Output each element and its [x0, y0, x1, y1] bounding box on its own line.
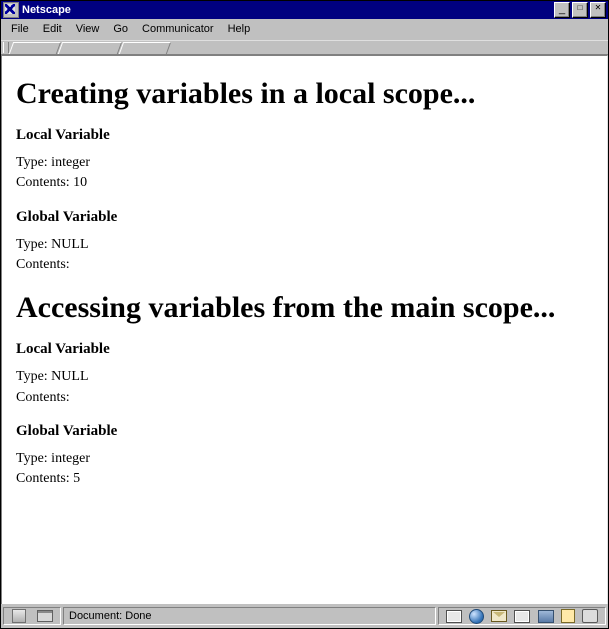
- page-content: [1, 55, 608, 604]
- window-title: Netscape: [22, 4, 71, 16]
- maximize-icon: □: [577, 3, 583, 12]
- menu-item-view[interactable]: View: [75, 23, 100, 35]
- status-bar: [1, 604, 608, 628]
- minimize-button[interactable]: [554, 2, 570, 18]
- close-icon: ✕: [594, 3, 602, 12]
- menu-bar: [1, 19, 608, 40]
- title-bar[interactable]: [1, 1, 608, 19]
- location-toolbar-tab[interactable]: [58, 42, 122, 54]
- menu-item-file[interactable]: File: [11, 23, 29, 35]
- maximize-button[interactable]: [572, 2, 588, 18]
- local-type-2: Type: NULL: [16, 369, 89, 385]
- local-contents-2: Contents:: [16, 389, 70, 405]
- menu-item-communicator[interactable]: Communicator: [142, 23, 214, 35]
- subheading-local-variable-2: Local Variable: [16, 341, 110, 358]
- menu-item-edit[interactable]: Edit: [42, 23, 62, 35]
- window-controls: [554, 2, 606, 18]
- global-contents-2: Contents: 5: [16, 471, 81, 487]
- minimize-icon: _: [558, 3, 566, 15]
- personal-toolbar-tab[interactable]: [119, 42, 171, 54]
- section-global-variable-2: [16, 423, 593, 489]
- subheading-local-variable-1: Local Variable: [16, 126, 110, 143]
- security-lock-icon[interactable]: [12, 609, 26, 623]
- global-type-2: Type: integer: [16, 451, 91, 466]
- navigator-icon[interactable]: [446, 610, 462, 623]
- composer-icon[interactable]: [538, 610, 554, 623]
- global-contents-1: Contents:: [16, 257, 70, 272]
- page-heading-accessing: Accessing variables from the main scope...: [16, 291, 556, 325]
- section-global-variable-1: [16, 209, 593, 275]
- subheading-global-variable-2: Global Variable: [16, 423, 118, 439]
- page-heading-creating: Creating variables in a local scope...: [16, 77, 476, 110]
- menu-item-help[interactable]: Help: [227, 23, 251, 35]
- subheading-global-variable-1: Global Variable: [16, 208, 118, 225]
- globe-icon[interactable]: [469, 609, 484, 624]
- progress-bar-icon: [37, 610, 53, 622]
- netscape-icon: [3, 2, 19, 18]
- edit-pen-icon[interactable]: [561, 609, 575, 623]
- section-local-variable-2: [16, 341, 593, 407]
- section-local-variable-1: [16, 127, 593, 193]
- local-type-1: Type: integer: [16, 154, 91, 170]
- status-text: Document: Done: [63, 607, 436, 625]
- mailbox-icon[interactable]: [491, 610, 507, 622]
- security-indicator-panel[interactable]: [3, 607, 61, 625]
- navigation-toolbar-tab[interactable]: [9, 42, 61, 54]
- collapsed-toolbars: [1, 40, 608, 55]
- toolbar-grip[interactable]: [3, 42, 9, 53]
- component-bar[interactable]: [438, 607, 606, 625]
- security-icon[interactable]: [582, 609, 598, 623]
- local-contents-1: Contents: 10: [16, 175, 88, 191]
- menu-item-go[interactable]: Go: [113, 23, 129, 35]
- close-button[interactable]: [590, 2, 606, 18]
- newsgroup-icon[interactable]: [514, 610, 530, 623]
- global-type-1: Type: NULL: [16, 236, 89, 252]
